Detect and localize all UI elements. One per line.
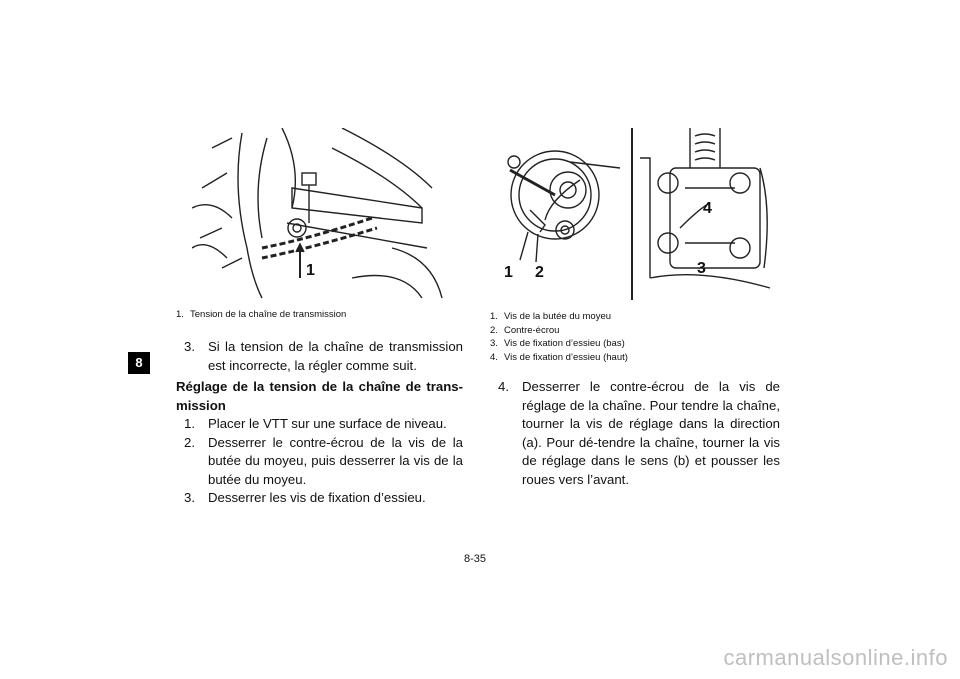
chain-tension-illustration [192, 128, 464, 300]
step-text: Desserrer le contre-écrou de la vis de réglage de la chaîne. Pour tendre la chaîne, tourner la vis de réglage dans la direction (a). Pour dé-tendre la chaîne, tourner la vis de réglage dans le sens (b) et pousser les roues vers l’avant. [522, 379, 780, 487]
caption-item [490, 310, 780, 324]
right-figure-caption [490, 310, 780, 364]
step-number: 4. [498, 379, 509, 394]
caption-text: Vis de fixation d’essieu (bas) [504, 338, 625, 349]
caption-number: 2. [490, 324, 498, 336]
left-column-text [176, 338, 463, 508]
right-figure-callout-4: 4 [703, 200, 712, 217]
right-figure-callout-1: 1 [504, 264, 513, 281]
caption-number: 1. [176, 309, 184, 320]
step-text: Si la tension de la chaîne de transmission est incorrecte, la régler comme suit. [208, 339, 463, 373]
step-number: 2. [184, 434, 195, 450]
page-number: 8-35 [464, 553, 487, 565]
caption-item [176, 308, 466, 322]
caption-number: 1. [490, 311, 498, 322]
right-column-text [490, 378, 780, 489]
step-4-adjust-chain [490, 378, 780, 489]
left-figure-callout-1: 1 [306, 262, 315, 279]
step-3-tension-check [176, 338, 463, 375]
step-text: Desserrer les vis de fixation d’essieu. [208, 490, 426, 505]
step-item [176, 415, 463, 434]
caption-item [490, 351, 780, 365]
caption-text: Tension de la chaîne de transmission [190, 309, 347, 320]
left-figure-caption [176, 308, 466, 322]
step-number: 3. [184, 490, 195, 505]
caption-item [490, 337, 780, 351]
figure-divider [631, 128, 633, 300]
right-figure-callout-2: 2 [535, 264, 544, 281]
step-number: 1. [184, 416, 195, 431]
step-number: 3. [184, 339, 195, 354]
chapter-tab: 8 [128, 352, 150, 374]
section-heading: Réglage de la tension de la chaîne de trans-mission [176, 379, 463, 413]
caption-number: 4. [490, 351, 498, 363]
caption-number: 3. [490, 338, 498, 349]
caption-text: Vis de fixation d’essieu (haut) [504, 351, 628, 363]
caption-text: Vis de la butée du moyeu [504, 311, 612, 322]
right-figure-callout-3: 3 [697, 260, 706, 277]
step-text: Placer le VTT sur une surface de niveau. [208, 416, 447, 431]
step-item [176, 489, 463, 508]
step-text: Desserrer le contre-écrou de la vis de la butée du moyeu, puis desserrer la vis de la butée du moyeu. [208, 434, 463, 487]
caption-text: Contre-écrou [504, 324, 560, 336]
watermark: carmanualsonline.info [723, 645, 948, 670]
caption-item [490, 324, 780, 338]
step-item [176, 434, 463, 490]
